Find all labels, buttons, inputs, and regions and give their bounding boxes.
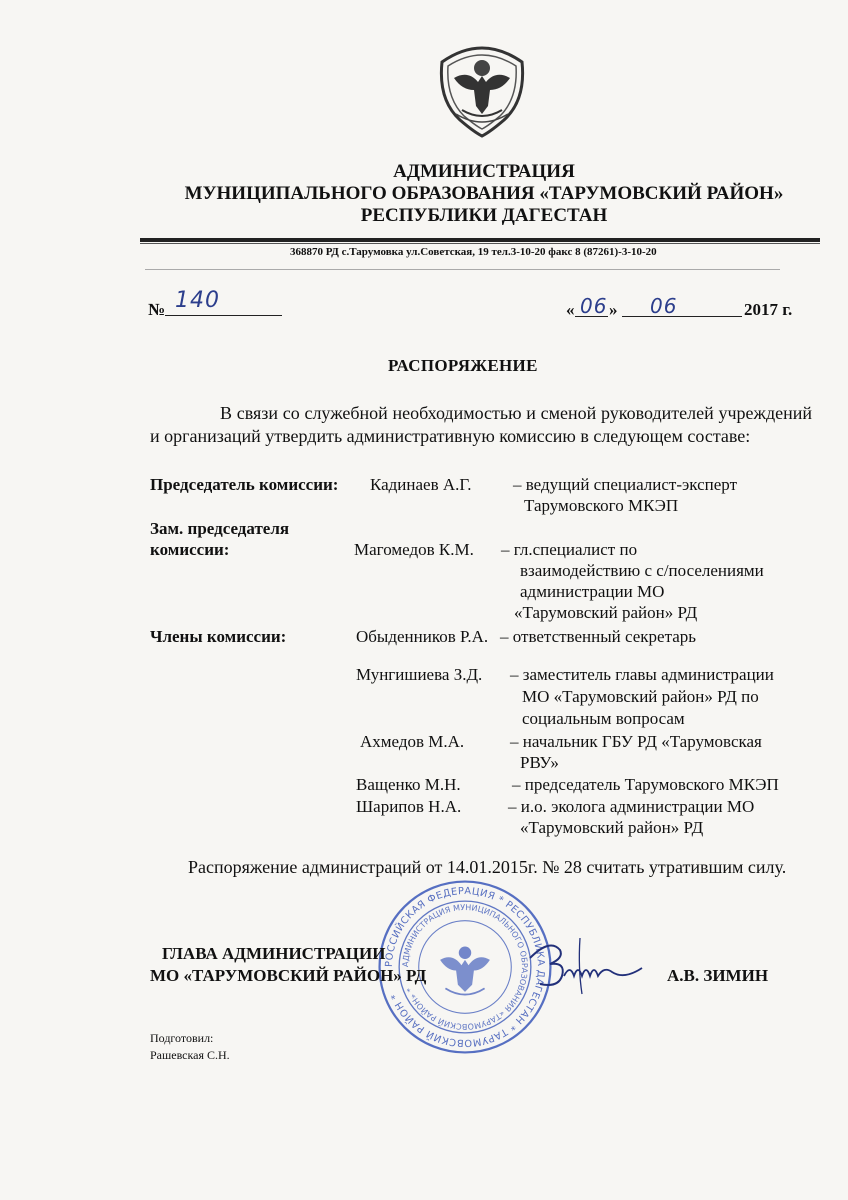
signatory-title: ГЛАВА АДМИНИСТРАЦИИ bbox=[162, 944, 386, 963]
handwritten-month: 06 bbox=[650, 294, 678, 318]
deputy-desc: – гл.специалист по bbox=[501, 540, 638, 559]
members-role: Члены комиссии: bbox=[150, 627, 287, 646]
svg-text:АДМИНИСТРАЦИЯ МУНИЦИПАЛЬНОГО О: АДМИНИСТРАЦИЯ МУНИЦИПАЛЬНОГО ОБРАЗОВАНИЯ «ТАРУМОВСКИЙ РАЙОН» * bbox=[400, 902, 530, 1031]
member-desc: МО «Тарумовский район» РД по bbox=[522, 687, 759, 706]
member-desc: социальным вопросам bbox=[522, 709, 685, 728]
prepared-label: Подготовил: bbox=[150, 1031, 214, 1045]
number-label: № bbox=[148, 300, 166, 319]
chair-role: Председатель комиссии: bbox=[150, 475, 339, 494]
header-divider-thick bbox=[140, 238, 820, 242]
member-desc: «Тарумовский район» РД bbox=[520, 818, 704, 837]
deputy-name: Магомедов К.М. bbox=[354, 540, 474, 559]
address-divider bbox=[145, 269, 780, 270]
member-desc: РВУ» bbox=[520, 753, 559, 772]
member-name: Мунгишиева З.Д. bbox=[356, 665, 483, 684]
intro-paragraph: В связи со служебной необходимостью и сменой руководителей учреждений и организаций утвердить административную комиссию в следующем составе: bbox=[150, 403, 812, 446]
date-year: 2017 г. bbox=[744, 300, 793, 319]
member-name: Обыденников Р.А. bbox=[356, 627, 489, 646]
deputy-role: Зам. председателя bbox=[150, 519, 290, 538]
member-desc: – и.о. эколога администрации МО bbox=[508, 797, 755, 816]
deputy-desc: администрации МО bbox=[520, 582, 665, 601]
member-desc: – ответственный секретарь bbox=[500, 627, 697, 646]
handwritten-number: 140 bbox=[175, 288, 220, 313]
member-desc: – начальник ГБУ РД «Тарумовская bbox=[510, 732, 762, 751]
signatory-name: А.В. ЗИМИН bbox=[667, 966, 769, 985]
letterhead-line3: РЕСПУБЛИКИ ДАГЕСТАН bbox=[360, 205, 608, 226]
date-open-quote: « bbox=[566, 300, 575, 319]
member-name: Ахмедов М.А. bbox=[360, 732, 465, 751]
member-desc: – председатель Тарумовского МКЭП bbox=[512, 775, 779, 794]
handwritten-day: 06 bbox=[580, 294, 608, 318]
handwritten-signature bbox=[520, 928, 650, 998]
signatory-title: МО «ТАРУМОВСКИЙ РАЙОН» РД bbox=[150, 966, 427, 985]
address-line: 368870 РД с.Тарумовка ул.Советская, 19 тел.3-10-20 факс 8 (87261)-3-10-20 bbox=[290, 246, 657, 258]
svg-text:РОССИЙСКАЯ ФЕДЕРАЦИЯ * РЕСПУБЛ: РОССИЙСКАЯ ФЕДЕРАЦИЯ * РЕСПУБЛИКА ДАГЕСТАН * ТАРУМОВСКИЙ РАЙОН * bbox=[383, 885, 547, 1049]
prepared-name: Рашевская С.Н. bbox=[150, 1048, 230, 1062]
coat-of-arms-icon bbox=[432, 40, 532, 140]
date-close-quote: » bbox=[609, 300, 618, 319]
member-name: Шарипов Н.А. bbox=[356, 797, 462, 816]
member-desc: – заместитель главы администрации bbox=[510, 665, 774, 684]
closing-paragraph: Распоряжение администраций от 14.01.2015г. № 28 считать утратившим силу. bbox=[188, 857, 787, 877]
deputy-desc: взаимодействию с с/поселениями bbox=[520, 561, 764, 580]
chair-desc: – ведущий специалист-эксперт bbox=[513, 475, 738, 494]
date-month-underline bbox=[622, 316, 742, 317]
chair-desc: Тарумовского МКЭП bbox=[524, 496, 679, 515]
deputy-desc: «Тарумовский район» РД bbox=[514, 603, 698, 622]
chair-name: Кадинаев А.Г. bbox=[370, 475, 472, 494]
header-divider-thin bbox=[140, 243, 820, 244]
document-title: РАСПОРЯЖЕНИЕ bbox=[388, 356, 538, 375]
number-underline bbox=[165, 315, 282, 316]
deputy-role: комиссии: bbox=[150, 540, 230, 559]
letterhead-line2: МУНИЦИПАЛЬНОГО ОБРАЗОВАНИЯ «ТАРУМОВСКИЙ РАЙОН» bbox=[184, 183, 784, 204]
letterhead-line1: АДМИНИСТРАЦИЯ bbox=[393, 161, 575, 182]
member-name: Ващенко М.Н. bbox=[356, 775, 461, 794]
